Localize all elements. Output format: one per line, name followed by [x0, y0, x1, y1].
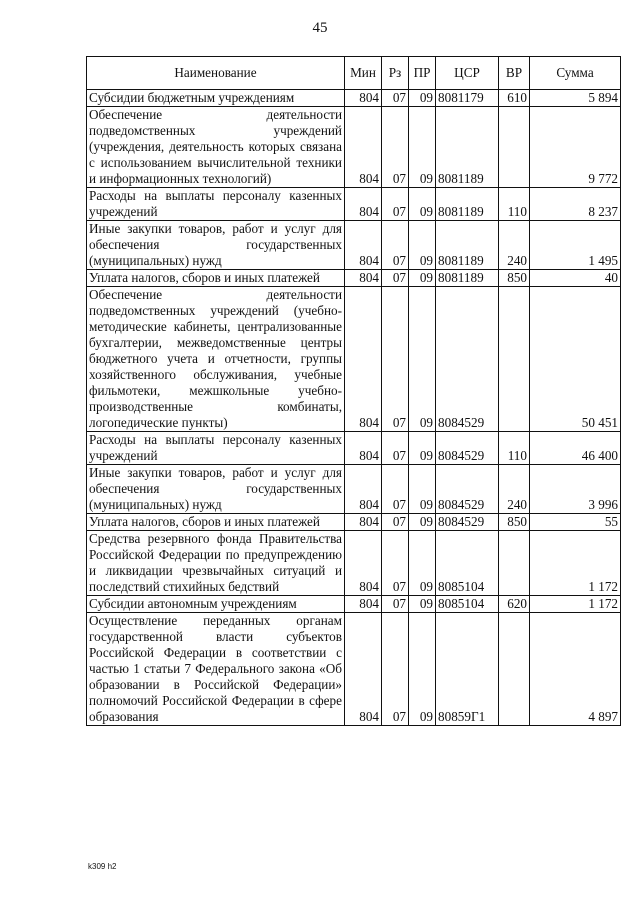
cell-csr: 8084529 [436, 514, 499, 531]
table-row [87, 465, 621, 514]
cell-min: 804 [345, 107, 382, 188]
page-number: 45 [312, 20, 328, 36]
cell-rz: 07 [382, 90, 409, 107]
header-min: Мин [345, 57, 382, 90]
cell-min: 804 [345, 432, 382, 465]
cell-name: Обеспечение деятельности подведомственных учреждений (учебно-методические кабинеты, централизованные бухгалтерии, межведомственные центры бюджетного учета и отчетности, группы хозяйственного обслуживания, учебные фильмотеки, межшкольные учебно-производственные комбинаты, логопедические пункты) [87, 287, 345, 432]
cell-sum: 4 897 [530, 613, 621, 726]
cell-csr: 8084529 [436, 465, 499, 514]
cell-min: 804 [345, 188, 382, 221]
cell-min: 804 [345, 613, 382, 726]
cell-pr: 09 [409, 90, 436, 107]
cell-pr: 09 [409, 107, 436, 188]
cell-pr: 09 [409, 596, 436, 613]
table-row [87, 432, 621, 465]
header-pr: ПР [409, 57, 436, 90]
cell-sum: 55 [530, 514, 621, 531]
cell-csr: 8081189 [436, 270, 499, 287]
cell-vr: 620 [499, 596, 530, 613]
cell-sum: 8 237 [530, 188, 621, 221]
table-row [87, 107, 621, 188]
cell-pr: 09 [409, 465, 436, 514]
cell-min: 804 [345, 287, 382, 432]
table-row [87, 531, 621, 596]
cell-min: 804 [345, 531, 382, 596]
cell-csr: 8081179 [436, 90, 499, 107]
cell-rz: 07 [382, 465, 409, 514]
table-body [87, 90, 621, 726]
cell-pr: 09 [409, 270, 436, 287]
header-rz: Рз [382, 57, 409, 90]
cell-csr: 8081189 [436, 221, 499, 270]
cell-rz: 07 [382, 107, 409, 188]
cell-rz: 07 [382, 221, 409, 270]
table-row [87, 514, 621, 531]
cell-sum: 1 495 [530, 221, 621, 270]
cell-rz: 07 [382, 596, 409, 613]
cell-sum: 40 [530, 270, 621, 287]
cell-rz: 07 [382, 287, 409, 432]
cell-name: Расходы на выплаты персоналу казенных учреждений [87, 432, 345, 465]
cell-csr: 80859Г1 [436, 613, 499, 726]
cell-name: Субсидии бюджетным учреждениям [87, 90, 345, 107]
cell-name: Уплата налогов, сборов и иных платежей [87, 270, 345, 287]
cell-sum: 1 172 [530, 531, 621, 596]
cell-name: Субсидии автономным учреждениям [87, 596, 345, 613]
header-csr: ЦСР [436, 57, 499, 90]
header-sum: Сумма [530, 57, 621, 90]
table-row [87, 90, 621, 107]
cell-vr [499, 613, 530, 726]
cell-sum: 50 451 [530, 287, 621, 432]
header-name: Наименование [87, 57, 345, 90]
cell-min: 804 [345, 465, 382, 514]
table-header-row [87, 57, 621, 90]
cell-min: 804 [345, 596, 382, 613]
cell-sum: 1 172 [530, 596, 621, 613]
cell-vr: 240 [499, 221, 530, 270]
cell-sum: 5 894 [530, 90, 621, 107]
cell-csr: 8081189 [436, 188, 499, 221]
cell-pr: 09 [409, 188, 436, 221]
cell-pr: 09 [409, 514, 436, 531]
cell-min: 804 [345, 514, 382, 531]
cell-vr: 240 [499, 465, 530, 514]
table-row [87, 613, 621, 726]
cell-vr: 850 [499, 270, 530, 287]
cell-sum: 3 996 [530, 465, 621, 514]
cell-min: 804 [345, 270, 382, 287]
table-row [87, 287, 621, 432]
cell-name: Расходы на выплаты персоналу казенных учреждений [87, 188, 345, 221]
header-vr: ВР [499, 57, 530, 90]
cell-csr: 8084529 [436, 432, 499, 465]
cell-name: Уплата налогов, сборов и иных платежей [87, 514, 345, 531]
cell-vr [499, 531, 530, 596]
cell-vr: 850 [499, 514, 530, 531]
table-row [87, 188, 621, 221]
cell-pr: 09 [409, 221, 436, 270]
cell-name: Осуществление переданных органам государственной власти субъектов Российской Федерации в соответствии с частью 1 статьи 7 Федерального закона «Об образовании в Российской Федерации» полномочий Российской Федерации в сфере образования [87, 613, 345, 726]
budget-table [86, 56, 621, 726]
cell-rz: 07 [382, 432, 409, 465]
cell-vr: 110 [499, 188, 530, 221]
cell-sum: 9 772 [530, 107, 621, 188]
cell-vr: 110 [499, 432, 530, 465]
cell-vr: 610 [499, 90, 530, 107]
cell-vr [499, 287, 530, 432]
table-row [87, 221, 621, 270]
cell-pr: 09 [409, 613, 436, 726]
cell-rz: 07 [382, 531, 409, 596]
cell-sum: 46 400 [530, 432, 621, 465]
cell-name: Обеспечение деятельности подведомственных учреждений (учреждения, деятельность которых связана с использованием вычислительной техники и информационных технологий) [87, 107, 345, 188]
cell-rz: 07 [382, 613, 409, 726]
cell-pr: 09 [409, 531, 436, 596]
cell-name: Иные закупки товаров, работ и услуг для обеспечения государственных (муниципальных) нужд [87, 465, 345, 514]
cell-pr: 09 [409, 287, 436, 432]
cell-rz: 07 [382, 270, 409, 287]
table-row [87, 596, 621, 613]
cell-rz: 07 [382, 188, 409, 221]
cell-vr [499, 107, 530, 188]
cell-rz: 07 [382, 514, 409, 531]
cell-csr: 8085104 [436, 596, 499, 613]
cell-csr: 8084529 [436, 287, 499, 432]
table-row [87, 270, 621, 287]
cell-min: 804 [345, 221, 382, 270]
cell-csr: 8081189 [436, 107, 499, 188]
cell-pr: 09 [409, 432, 436, 465]
cell-name: Средства резервного фонда Правительства Российской Федерации по предупреждению и ликвидации чрезвычайных ситуаций и последствий стихийных бедствий [87, 531, 345, 596]
footer-code: k309 h2 [88, 862, 117, 871]
cell-csr: 8085104 [436, 531, 499, 596]
cell-name: Иные закупки товаров, работ и услуг для обеспечения государственных (муниципальных) нужд [87, 221, 345, 270]
cell-min: 804 [345, 90, 382, 107]
